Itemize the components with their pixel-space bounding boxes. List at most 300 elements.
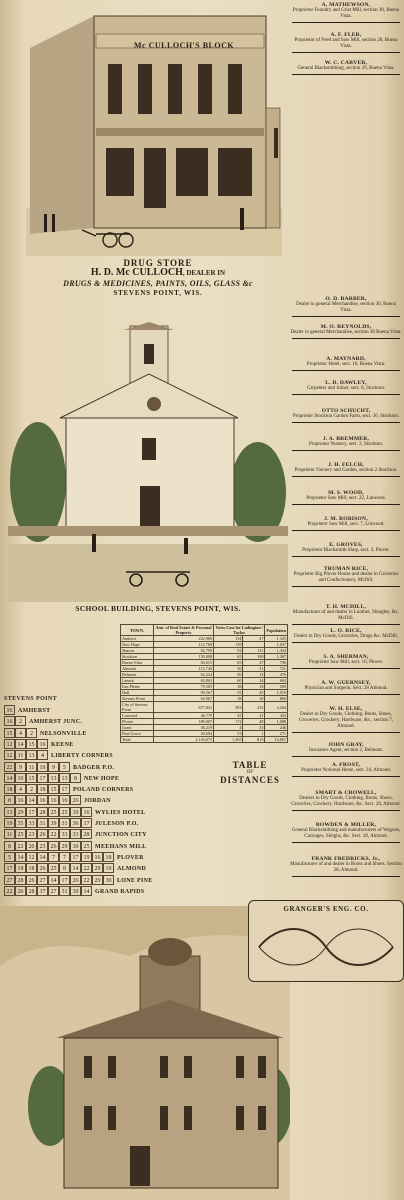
- directory-description: Proprietor Notional Horse, sect. 34, Almond.: [301, 768, 391, 773]
- population-cell: 31: [243, 666, 265, 672]
- store-goods: DRUGS & MEDICINES, PAINTS, OILS, GLASS &c: [63, 279, 253, 288]
- drug-store-engraving: [26, 8, 282, 256]
- distance-cell: 16: [81, 807, 92, 817]
- directory-divider: [292, 876, 400, 877]
- distance-cell: 8: [59, 863, 70, 873]
- directory-description: Proprietor Hotel, sect. 16, Buena Vista.: [306, 362, 386, 367]
- distance-row: [4, 875, 153, 886]
- directory-divider: [292, 52, 400, 53]
- distance-cell: 2: [26, 728, 37, 738]
- population-cell: 3,264: [265, 702, 288, 713]
- distance-cell: 36: [70, 818, 81, 828]
- directory-entry: [290, 356, 402, 368]
- col-population: Population: [265, 625, 288, 636]
- population-cell: Pine Grove: [121, 731, 154, 737]
- distance-cell: 17: [70, 852, 81, 862]
- directory-description: Carpenter and Joiner, sect. 8, Stockton.: [306, 386, 386, 391]
- distance-cell: 14: [37, 852, 48, 862]
- distance-cell: 39: [48, 818, 59, 828]
- population-cell: 62,224: [153, 672, 213, 678]
- store-dealer: , DEALER IN: [182, 269, 226, 277]
- distance-origin: STEVENS POINT: [4, 696, 58, 702]
- directory-description: Dealer in general Merchandise, section 30, Buena Vista.: [296, 302, 396, 313]
- store-sign: Mc CULLOCH'S BLOCK: [134, 41, 235, 50]
- population-cell: 56: [214, 672, 243, 678]
- distance-town: JULESON P.O.: [95, 821, 139, 827]
- directory-divider: [292, 394, 400, 395]
- distance-row: [4, 750, 113, 761]
- distance-cell: 18: [26, 863, 37, 873]
- population-cell: 115,740: [153, 666, 213, 672]
- distance-cell: 13: [59, 773, 70, 783]
- directory-entry: [290, 654, 402, 666]
- directory-description: General Blacksmithing and manufacturers of Wagons, Carriages, Sleighs, &c. Sect. 28, Almond.: [291, 828, 401, 839]
- distance-town: BADGER P.O.: [73, 764, 115, 771]
- population-cell: 84,615: [153, 660, 213, 666]
- col-property: Amt. of Real Estate & Personal Property: [153, 625, 213, 636]
- directory-entry: [290, 2, 402, 20]
- distance-title-table: TABLE: [232, 760, 268, 770]
- population-cell: 1,365: [214, 737, 243, 743]
- directory-divider: [292, 476, 400, 477]
- distance-cell: 23: [26, 829, 37, 839]
- population-cell: Eau Pleine: [121, 684, 154, 690]
- directory-entry: [290, 324, 402, 336]
- distance-cell: 33: [70, 829, 81, 839]
- business-directory: [290, 0, 402, 900]
- distance-cell: 19: [81, 852, 92, 862]
- population-cell: 131: [243, 648, 265, 654]
- population-cell: 65,865: [153, 678, 213, 684]
- directory-name: FRANK FREDRICKS, Jr.,: [311, 856, 381, 862]
- directory-entry: [290, 60, 402, 72]
- population-cell: 154: [214, 636, 243, 642]
- directory-name: M. S. WOOD,: [328, 490, 364, 496]
- distance-town: PLOVER: [117, 854, 144, 861]
- distance-cell: 12: [26, 852, 37, 862]
- distance-cell: 16: [37, 739, 48, 749]
- population-cell: 1,019: [265, 690, 288, 696]
- distance-row: [4, 773, 119, 784]
- directory-divider: [292, 450, 400, 451]
- population-cell: 271: [265, 731, 288, 737]
- directory-name: BOWDEN & MILLER,: [315, 822, 377, 828]
- directory-entry: [290, 604, 402, 622]
- population-cell: 222,980: [153, 636, 213, 642]
- distance-table: [0, 696, 290, 902]
- distance-cell: 22: [81, 863, 92, 873]
- distance-cell: 9: [48, 762, 59, 772]
- distance-cell: 17: [26, 807, 37, 817]
- distance-cell: 14: [15, 852, 26, 862]
- distance-cell: 33: [26, 818, 37, 828]
- population-cell: 215: [243, 702, 265, 713]
- distance-cell: 8: [4, 841, 15, 851]
- directory-description: Proprietor Stockton Garden Farm, sect. 36, Stockton.: [292, 414, 400, 419]
- distance-cell: 14: [15, 739, 26, 749]
- directory-divider: [292, 642, 400, 643]
- directory-divider: [292, 668, 400, 669]
- directory-divider: [292, 842, 400, 843]
- distance-cell: 14: [4, 773, 15, 783]
- distance-cell: 15: [26, 739, 37, 749]
- directory-name: L. O. RICE,: [330, 628, 362, 634]
- distance-cell: 30: [70, 886, 81, 896]
- distance-cell: 2: [26, 784, 37, 794]
- distance-cell: 13: [4, 807, 15, 817]
- directory-description: Dealer in Dry Goods, Clothing, Boots, Shoes, Groceries, Crockery, Hardware, &c., section 7, Almond.: [299, 712, 393, 729]
- directory-entry: [290, 296, 402, 314]
- directory-name: E. GROVES,: [329, 542, 363, 548]
- distance-cell: 31: [59, 886, 70, 896]
- distance-cell: 29: [92, 863, 103, 873]
- population-cell: 860: [265, 696, 288, 702]
- distance-town: LONE PINE: [117, 877, 153, 884]
- directory-entry: [290, 32, 402, 50]
- directory-entry: [290, 380, 402, 392]
- population-cell: 34: [243, 678, 265, 684]
- population-cell: 150,098: [153, 654, 213, 660]
- directory-description: General Blacksmithing, section 29, Buena Vista.: [297, 66, 395, 71]
- distance-cell: 15: [26, 773, 37, 783]
- distance-town: KEENE: [51, 741, 74, 748]
- population-cell: 1,325: [265, 636, 288, 642]
- distance-title-distances: DISTANCES: [220, 775, 280, 785]
- distance-cell: 26: [37, 863, 48, 873]
- population-cell: 47: [243, 660, 265, 666]
- distance-cell: 26: [26, 875, 37, 885]
- directory-entry: [290, 822, 402, 840]
- directory-divider: [292, 422, 400, 423]
- distance-row: [4, 829, 147, 840]
- distance-title-of: OF: [246, 770, 254, 775]
- directory-entry: [290, 462, 402, 474]
- distance-cell: 22: [15, 841, 26, 851]
- population-cell: Linwood: [121, 713, 154, 719]
- population-cell: 36,219: [153, 725, 213, 731]
- directory-divider: [292, 74, 400, 75]
- distance-cell: 19: [4, 818, 15, 828]
- population-cell: 35: [243, 725, 265, 731]
- distance-cell: 2: [15, 716, 26, 726]
- directory-description: Physician and Surgeon. Sect. 28 Almond.: [304, 686, 388, 691]
- directory-name: O. D. BARBER,: [325, 296, 367, 302]
- lithographer-name: GRANGER'S ENG. CO.: [283, 905, 369, 913]
- directory-entry: [290, 628, 402, 640]
- store-title: DRUG STORE: [123, 258, 193, 268]
- distance-cell: 4: [15, 784, 26, 794]
- population-cell: 53: [214, 731, 243, 737]
- directory-divider: [292, 810, 400, 811]
- distance-cell: 28: [37, 807, 48, 817]
- population-cell: 4: [214, 725, 243, 731]
- distance-cell: 31: [59, 818, 70, 828]
- directory-description: Proprietor Nursery, sect. 3, Stockton.: [308, 442, 384, 447]
- directory-divider: [292, 504, 400, 505]
- population-cell: Amherst: [121, 636, 154, 642]
- population-cell: 14,867: [265, 737, 288, 743]
- distance-cell: 18: [15, 863, 26, 873]
- distance-cell: 14: [81, 886, 92, 896]
- directory-divider: [292, 694, 400, 695]
- directory-description: Proprietor Big Plover House and dealer in Groceries and Confectionery, McDill.: [293, 572, 399, 583]
- population-cell: 35: [214, 690, 243, 696]
- directory-description: Proprietor Saw Mill, sect. 7, Linwood.: [307, 522, 385, 527]
- distance-cell: 16: [4, 716, 15, 726]
- population-cell: 79,505: [153, 684, 213, 690]
- population-cell: 47: [243, 636, 265, 642]
- distance-cell: 22: [81, 875, 92, 885]
- directory-name: SMART & CROWELL,: [315, 790, 377, 796]
- distance-cell: 5: [4, 852, 15, 862]
- directory-entry: [290, 706, 402, 730]
- distance-cell: 25: [15, 829, 26, 839]
- directory-divider: [292, 556, 400, 557]
- directory-name: TRUMAN RICE,: [323, 566, 369, 572]
- population-cell: 65: [214, 660, 243, 666]
- distance-cell: 26: [70, 875, 81, 885]
- population-cell: 1: [243, 731, 265, 737]
- distance-cell: 7: [48, 852, 59, 862]
- population-cell: 1,367: [265, 654, 288, 660]
- distance-cell: 13: [26, 750, 37, 760]
- population-cell: 93: [214, 648, 243, 654]
- population-cell: 1,037: [265, 642, 288, 648]
- population-cell: 90,567: [153, 690, 213, 696]
- population-cell: 41: [243, 713, 265, 719]
- directory-description: Proprietor Blacksmith Shop, sect. 3, Plover.: [302, 548, 390, 553]
- directory-divider: [292, 586, 400, 587]
- distance-cell: 18: [4, 784, 15, 794]
- lithographer-seal: [248, 900, 404, 982]
- directory-description: Dealer in general Merchandise, section 30 Buena Vista.: [290, 330, 402, 335]
- distance-town: WYLIES HOTEL: [95, 809, 146, 816]
- distance-town: JUNCTION CITY: [95, 832, 147, 839]
- population-cell: 796: [265, 660, 288, 666]
- population-cell: 112,768: [153, 642, 213, 648]
- population-cell: 1,434: [265, 648, 288, 654]
- distance-cell: 8: [4, 795, 15, 805]
- distance-cell: 20: [26, 841, 37, 851]
- directory-name: L. D. DAWLEY,: [325, 380, 367, 386]
- distance-cell: 14: [70, 863, 81, 873]
- distance-cell: 15: [48, 784, 59, 794]
- population-cell: 2,143,673: [153, 737, 213, 743]
- population-cell: 13: [243, 672, 265, 678]
- directory-entry: [290, 408, 402, 420]
- distance-cell: 4: [37, 750, 48, 760]
- distance-cell: 14: [26, 795, 37, 805]
- distance-cell: 5: [59, 762, 70, 772]
- distance-cell: 29: [92, 875, 103, 885]
- directory-entry: [290, 856, 402, 874]
- distance-cell: 19: [37, 762, 48, 772]
- directory-divider: [292, 756, 400, 757]
- population-cell: 604: [265, 678, 288, 684]
- population-cell: 108: [243, 654, 265, 660]
- distance-row: [4, 739, 74, 750]
- directory-entry: [290, 436, 402, 448]
- courthouse-illustration: [0, 906, 290, 1200]
- directory-description: Proprietor Saw Mill, sect. 16, Plover.: [308, 660, 384, 665]
- distance-cell: 17: [59, 784, 70, 794]
- directory-entry: [290, 490, 402, 502]
- directory-name: S. A. SHERMAN,: [323, 654, 369, 660]
- distance-cell: 25: [48, 863, 59, 873]
- population-cell: 60: [214, 678, 243, 684]
- directory-name: A. MATHEWSON,: [321, 2, 371, 8]
- directory-entry: [290, 762, 402, 774]
- population-cell: 46,779: [153, 713, 213, 719]
- distance-cell: 27: [48, 886, 59, 896]
- distance-town: JORDAN: [84, 798, 111, 805]
- distance-cell: 28: [15, 875, 26, 885]
- population-cell: Sharon: [121, 648, 154, 654]
- distance-town: GRAND RAPIDS: [95, 888, 145, 895]
- directory-name: A. FROST,: [331, 762, 361, 768]
- distance-cell: 33: [59, 829, 70, 839]
- directory-description: Insurance Agent, section 2, Belmont.: [308, 748, 383, 753]
- directory-description: Proprietor Saw Mill, sect. 22, Linwood.: [306, 496, 386, 501]
- population-cell: Grant: [121, 725, 154, 731]
- population-cell: 476: [265, 672, 288, 678]
- population-cell: 815: [243, 737, 265, 743]
- distance-cell: 17: [81, 818, 92, 828]
- population-cell: 443: [265, 713, 288, 719]
- population-cell: Stockton: [121, 654, 154, 660]
- population-cell: 246: [265, 725, 288, 731]
- distance-cell: 11: [4, 829, 15, 839]
- distance-cell: 4: [15, 728, 26, 738]
- courthouse-engraving: [0, 906, 290, 1200]
- distance-cell: 26: [37, 829, 48, 839]
- distance-row: [4, 795, 111, 806]
- population-cell: 50,694: [153, 731, 213, 737]
- distance-cell: 16: [4, 705, 15, 715]
- directory-name: OTTO SCHUCHT,: [321, 408, 371, 414]
- directory-divider: [292, 22, 400, 23]
- distance-cell: 25: [48, 807, 59, 817]
- population-cell: 82,799: [153, 648, 213, 654]
- distance-town: LIBERTY CORNERS: [51, 753, 113, 760]
- distance-cell: 29: [15, 807, 26, 817]
- distance-cell: 27: [4, 875, 15, 885]
- population-cell: 139: [214, 642, 243, 648]
- distance-cell: 12: [4, 739, 15, 749]
- population-cell: 721: [265, 666, 288, 672]
- distance-cell: 19: [103, 863, 114, 873]
- distance-cell: 37: [37, 886, 48, 896]
- population-cell: 1,088: [265, 719, 288, 725]
- distance-cell: 27: [37, 875, 48, 885]
- distance-cell: 12: [4, 750, 15, 760]
- distance-town: AMHERST: [18, 708, 51, 714]
- distance-cell: 30: [103, 875, 114, 885]
- directory-description: Dealer in Dry Goods, Groceries, Drugs &c. McDill.: [293, 634, 398, 639]
- directory-name: A. F. FLER,: [330, 32, 362, 38]
- lithographer-ornament: [249, 917, 403, 977]
- population-cell: 18: [214, 684, 243, 690]
- distance-cell: 18: [103, 852, 114, 862]
- directory-description: Dealers in Dry Goods, Clothing, Boots, Shoes, Groceries, Crockery, Hardware, &c. Sect. 28, Almond.: [291, 796, 401, 807]
- directory-name: J. A. BREMMER,: [322, 436, 370, 442]
- directory-name: A. MAYNARD,: [326, 356, 366, 362]
- distance-cell: 15: [4, 728, 15, 738]
- distance-cell: 16: [48, 795, 59, 805]
- distance-cell: 8: [70, 773, 81, 783]
- population-cell: Almond: [121, 666, 154, 672]
- col-votes: Votes Cast for Ludington / Taylor: [214, 625, 265, 636]
- school-engraving: [8, 322, 288, 602]
- distance-cell: 28: [81, 829, 92, 839]
- distance-cell: 16: [92, 852, 103, 862]
- distance-row: [4, 852, 144, 863]
- distance-cell: 22: [4, 886, 15, 896]
- population-cell: 18: [214, 696, 243, 702]
- population-cell: 509: [265, 684, 288, 690]
- distance-town: NEW HOPE: [84, 775, 120, 782]
- population-cell: Lanark: [121, 678, 154, 684]
- distance-cell: 10: [15, 773, 26, 783]
- distance-cell: 23: [37, 841, 48, 851]
- population-cell: New Hope: [121, 642, 154, 648]
- distance-cell: 16: [59, 795, 70, 805]
- distance-cell: 11: [15, 750, 26, 760]
- population-cell: 189,007: [153, 719, 213, 725]
- directory-divider: [292, 370, 400, 371]
- distance-row: [4, 886, 144, 897]
- directory-divider: [292, 732, 400, 733]
- directory-divider: [292, 624, 400, 625]
- distance-town: POLAND CORNERS: [73, 787, 134, 794]
- col-town: TOWN.: [121, 625, 154, 636]
- store-place: STEVENS POINT, WIS.: [113, 289, 203, 297]
- distance-cell: 16: [37, 795, 48, 805]
- distance-row: [4, 728, 87, 739]
- directory-divider: [292, 316, 400, 317]
- population-cell: 172: [214, 719, 243, 725]
- directory-entry: [290, 742, 402, 754]
- distance-cell: 16: [15, 795, 26, 805]
- directory-description: Manufacturer of and dealer in Boots and Shoes. Section 28, Almond.: [290, 862, 402, 873]
- population-cell: 677,841: [153, 702, 213, 713]
- distance-cell: 26: [15, 886, 26, 896]
- distance-cell: 26: [70, 795, 81, 805]
- distance-town: AMHERST JUNC.: [29, 719, 83, 726]
- directory-description: Proprietor Foundry and Grist Mill, section 30, Buena Vista.: [292, 8, 400, 19]
- directory-name: W. C. CARVER,: [324, 60, 368, 66]
- distance-cell: 18: [37, 784, 48, 794]
- distance-row: [4, 807, 145, 818]
- directory-entry: [290, 542, 402, 554]
- distance-town: ALMOND: [117, 866, 147, 873]
- distance-row: [4, 716, 82, 727]
- distance-cell: 17: [59, 875, 70, 885]
- store-owner-line: [30, 267, 286, 278]
- distance-title: [218, 760, 282, 785]
- distance-cell: 35: [15, 818, 26, 828]
- directory-entry: [290, 680, 402, 692]
- population-cell: 48: [243, 719, 265, 725]
- population-cell: Plover: [121, 719, 154, 725]
- store-owner: H. D. Mc CULLOCH: [90, 267, 183, 278]
- population-cell: Hull: [121, 690, 154, 696]
- directory-entry: [290, 566, 402, 584]
- distance-cell: 22: [48, 829, 59, 839]
- distance-cell: 30: [70, 807, 81, 817]
- population-cell: Total: [121, 737, 154, 743]
- directory-name: J. M. ROBISON,: [324, 516, 368, 522]
